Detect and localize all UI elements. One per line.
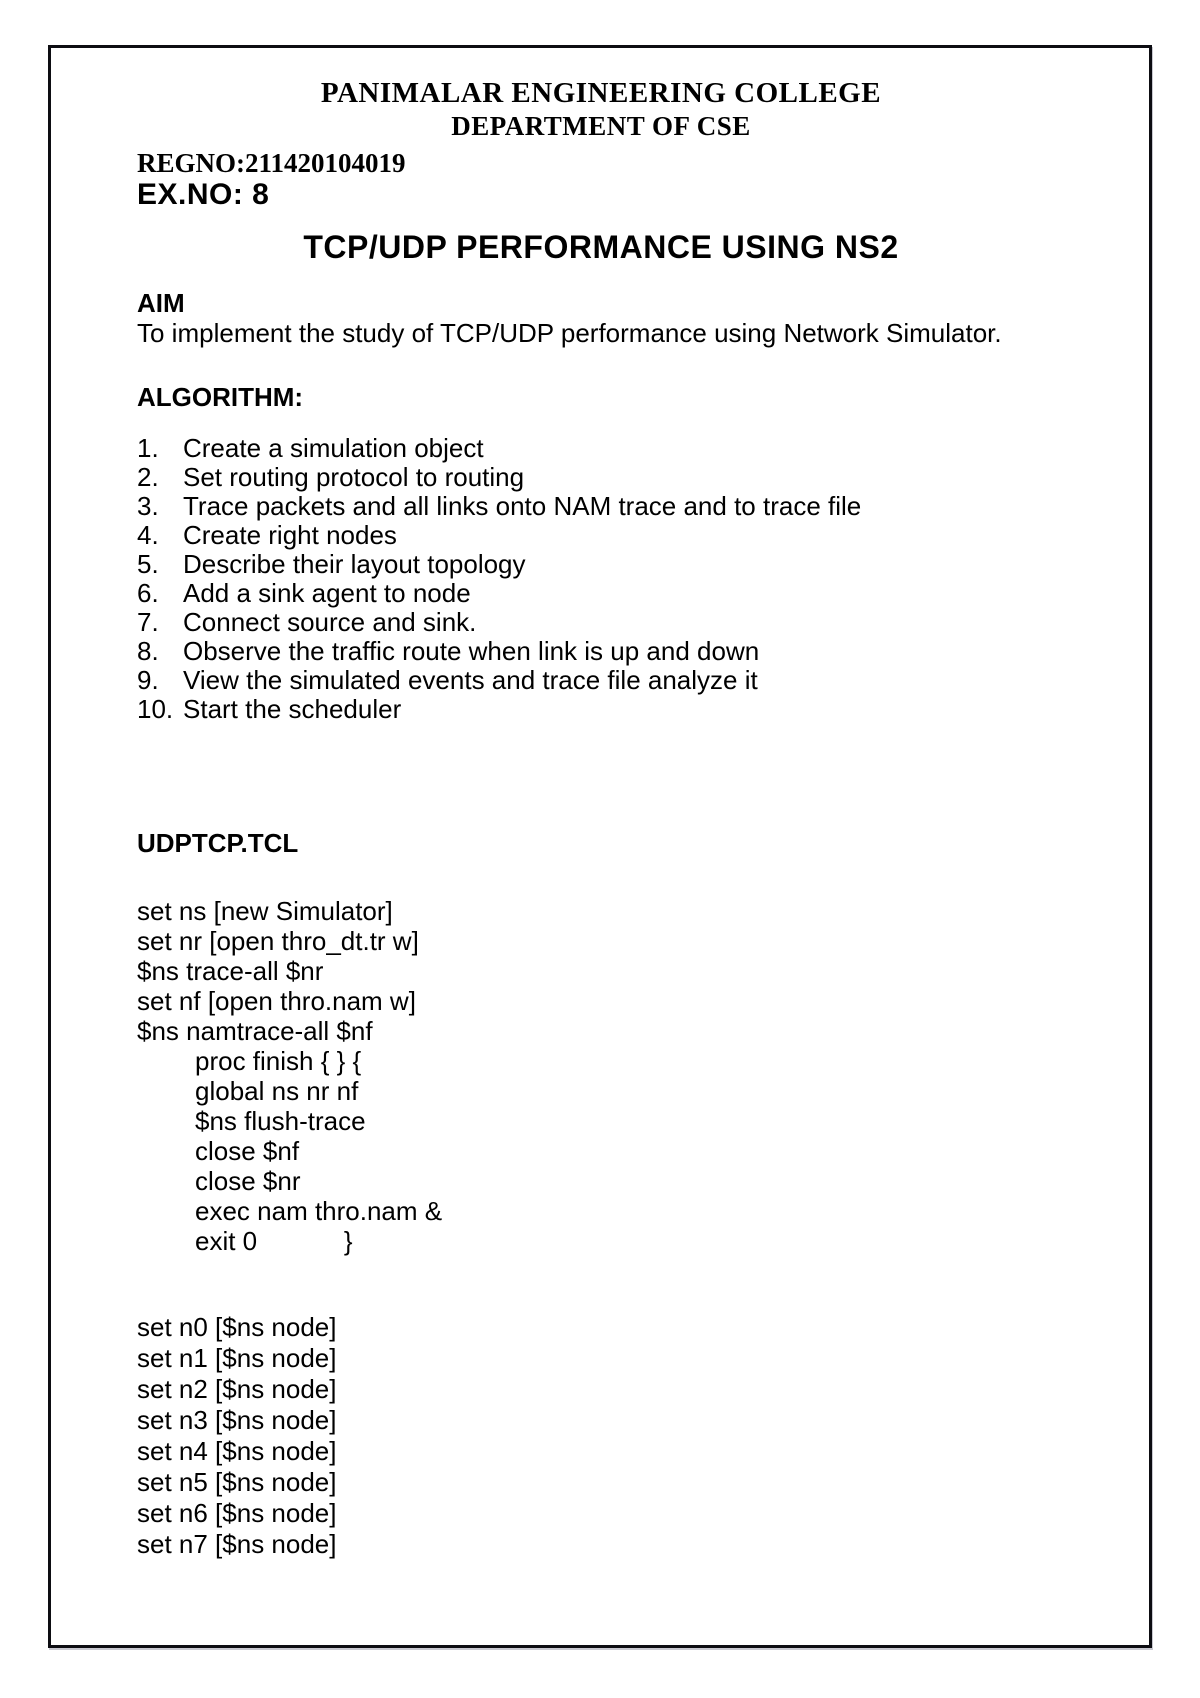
code-line: proc finish { } { [195, 1046, 362, 1076]
step-text: Trace packets and all links onto NAM trace and to trace file [183, 491, 862, 521]
step-number: 10. [137, 694, 174, 724]
code-section [137, 828, 1065, 1560]
code-line: exit 0 } [195, 1226, 353, 1256]
algorithm-section [137, 382, 1065, 724]
code-line: set n7 [$ns node] [137, 1529, 337, 1559]
algorithm-step [137, 666, 1065, 695]
code-line: close $nr [195, 1166, 301, 1196]
code-line: exec nam thro.nam & [195, 1196, 443, 1226]
step-number: 7. [137, 607, 159, 637]
page-border [48, 45, 1152, 1648]
page-title: TCP/UDP PERFORMANCE USING NS2 [303, 229, 899, 265]
code-line: $ns flush-trace [195, 1106, 366, 1136]
code-block-nodes [137, 1312, 1065, 1560]
code-file-heading: UDPTCP.TCL [137, 828, 299, 858]
algorithm-heading: ALGORITHM: [137, 382, 304, 412]
algorithm-step [137, 434, 1065, 463]
college-name: PANIMALAR ENGINEERING COLLEGE [320, 77, 882, 109]
code-line: set nf [open thro.nam w] [137, 986, 416, 1016]
step-text: Set routing protocol to routing [183, 462, 525, 492]
registration-number: REGNO:211420104019 [137, 148, 406, 178]
algorithm-step [137, 521, 1065, 550]
step-text: Create a simulation object [183, 433, 484, 463]
algorithm-steps-list [137, 434, 1065, 724]
algorithm-step [137, 608, 1065, 637]
step-number: 3. [137, 491, 159, 521]
step-number: 9. [137, 665, 159, 695]
code-block-setup [137, 896, 1065, 1256]
code-line: set nr [open thro_dt.tr w] [137, 926, 419, 956]
algorithm-step [137, 637, 1065, 666]
step-number: 4. [137, 520, 159, 550]
step-number: 1. [137, 433, 159, 463]
aim-text: To implement the study of TCP/UDP performance using Network Simulator. [137, 318, 1002, 348]
code-line: set ns [new Simulator] [137, 896, 393, 926]
code-line: global ns nr nf [195, 1076, 359, 1106]
code-line: $ns namtrace-all $nf [137, 1016, 373, 1046]
step-text: View the simulated events and trace file analyze it [183, 665, 758, 695]
step-number: 8. [137, 636, 159, 666]
algorithm-step [137, 550, 1065, 579]
step-number: 2. [137, 462, 159, 492]
code-line: set n0 [$ns node] [137, 1312, 337, 1342]
step-text: Add a sink agent to node [183, 578, 471, 608]
exercise-number: EX.NO: 8 [137, 178, 270, 211]
code-line: set n1 [$ns node] [137, 1343, 337, 1373]
code-line: set n2 [$ns node] [137, 1374, 337, 1404]
algorithm-step [137, 492, 1065, 521]
code-line: set n5 [$ns node] [137, 1467, 337, 1497]
code-line: $ns trace-all $nr [137, 956, 324, 986]
step-text: Describe their layout topology [183, 549, 526, 579]
aim-section [137, 288, 1065, 348]
algorithm-step [137, 579, 1065, 608]
aim-heading: AIM [137, 288, 185, 318]
department-name: DEPARTMENT OF CSE [451, 111, 751, 141]
step-number: 6. [137, 578, 159, 608]
step-text: Create right nodes [183, 520, 397, 550]
code-line: set n4 [$ns node] [137, 1436, 337, 1466]
step-text: Start the scheduler [183, 694, 402, 724]
step-text: Observe the traffic route when link is up and down [183, 636, 760, 666]
step-text: Connect source and sink. [183, 607, 477, 637]
algorithm-step [137, 463, 1065, 492]
code-line: set n3 [$ns node] [137, 1405, 337, 1435]
code-line: close $nf [195, 1136, 300, 1166]
step-number: 5. [137, 549, 159, 579]
document-header [137, 76, 1065, 266]
code-line: set n6 [$ns node] [137, 1498, 337, 1528]
algorithm-step [137, 695, 1065, 724]
